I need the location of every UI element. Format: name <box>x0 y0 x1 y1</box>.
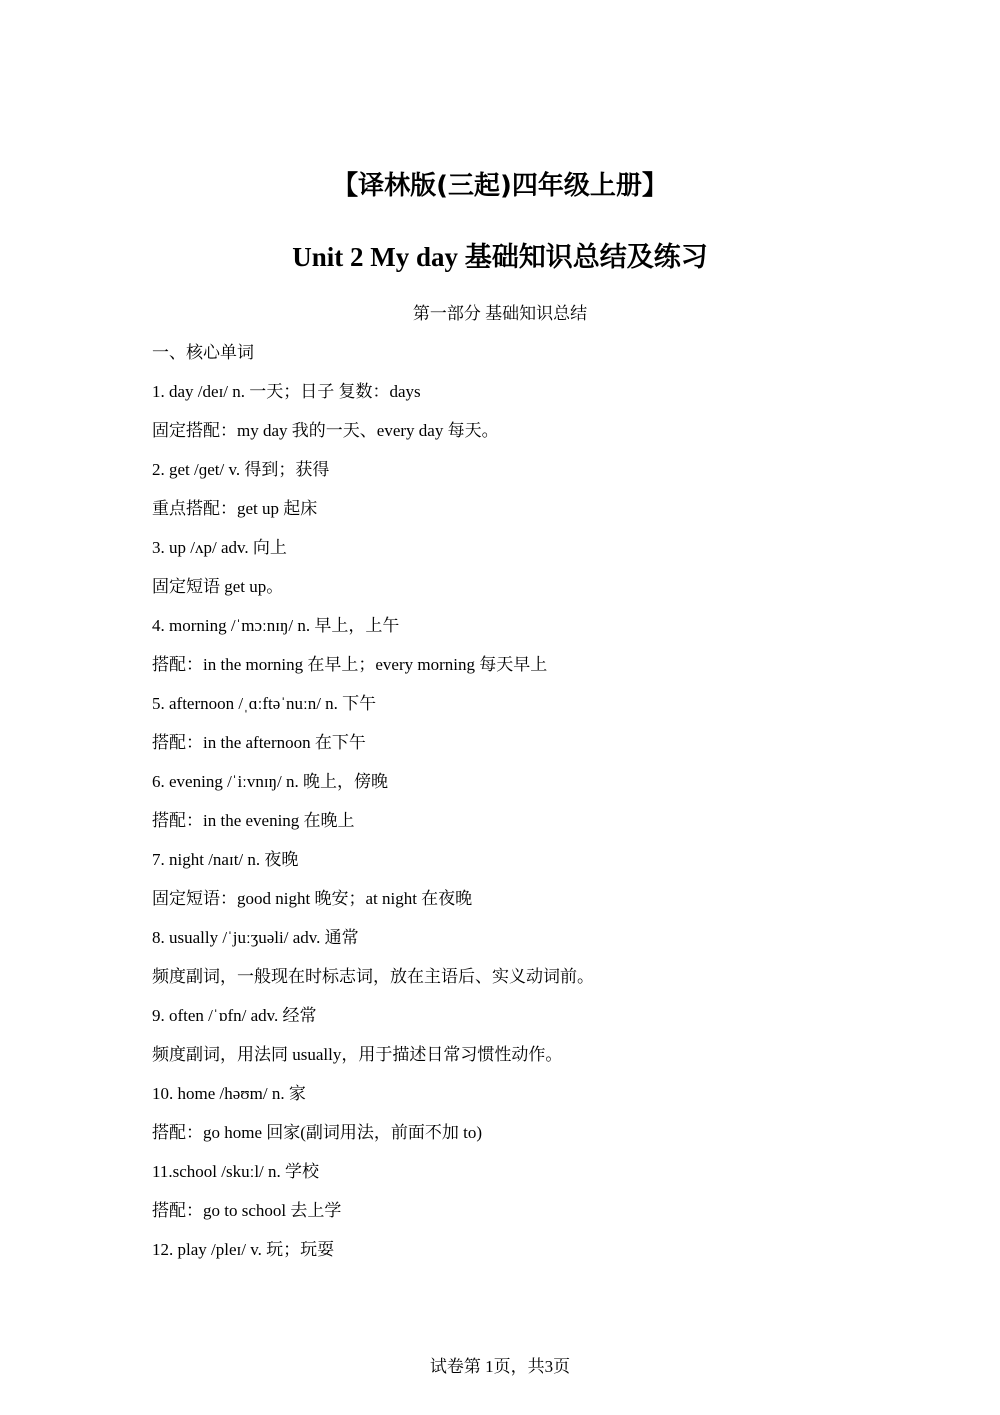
vocab-note: 重点搭配：get up 起床 <box>152 499 318 518</box>
vocab-entry: 12. play /pleɪ/ v. 玩；玩耍 <box>152 1240 335 1259</box>
document-title: 【译林版(三起)四年级上册】 <box>332 171 668 201</box>
vocab-entry: 9. often /ˈɒfn/ adv. 经常 <box>152 1006 317 1025</box>
vocabulary-list <box>152 341 852 1277</box>
vocab-note: 搭配：go to school 去上学 <box>152 1201 342 1220</box>
vocab-note: 频度副词，用法同 usually，用于描述日常习惯性动作。 <box>152 1045 563 1064</box>
vocab-note: 搭配：in the afternoon 在下午 <box>152 733 366 752</box>
vocab-entry: 2. get /ɡet/ v. 得到；获得 <box>152 460 330 479</box>
vocab-note: 搭配：in the morning 在早上；every morning 每天早上 <box>152 655 548 674</box>
vocab-entry: 4. morning /ˈmɔːnɪŋ/ n. 早上，上午 <box>152 616 400 635</box>
vocab-note: 频度副词，一般现在时标志词，放在主语后、实义动词前。 <box>152 967 594 986</box>
vocab-note: 固定短语：good night 晚安；at night 在夜晚 <box>152 889 473 908</box>
vocab-entry: 6. evening /ˈiːvnɪŋ/ n. 晚上，傍晚 <box>152 772 388 791</box>
vocab-note: 固定搭配：my day 我的一天、every day 每天。 <box>152 421 499 440</box>
vocab-note: 固定短语 get up。 <box>152 577 284 596</box>
vocab-entry: 1. day /deɪ/ n. 一天；日子 复数：days <box>152 382 421 401</box>
section-heading: 一、核心单词 <box>152 343 254 362</box>
vocab-entry: 7. night /naɪt/ n. 夜晚 <box>152 850 299 869</box>
page-footer: 试卷第 1页，共3页 <box>429 1357 571 1376</box>
vocab-entry: 11.school /skuːl/ n. 学校 <box>152 1162 320 1181</box>
vocab-note: 搭配：go home 回家(副词用法，前面不加 to) <box>152 1123 483 1142</box>
vocab-note: 搭配：in the evening 在晚上 <box>152 811 355 830</box>
part-heading: 第一部分 基础知识总结 <box>412 304 588 323</box>
vocab-entry: 8. usually /ˈjuːʒuəli/ adv. 通常 <box>152 928 359 947</box>
document-subtitle: Unit 2 My day 基础知识总结及练习 <box>292 242 708 272</box>
vocab-entry: 10. home /həʊm/ n. 家 <box>152 1084 306 1103</box>
vocab-entry: 5. afternoon /ˌɑːftəˈnuːn/ n. 下午 <box>152 694 377 713</box>
vocab-entry: 3. up /ʌp/ adv. 向上 <box>152 538 287 557</box>
